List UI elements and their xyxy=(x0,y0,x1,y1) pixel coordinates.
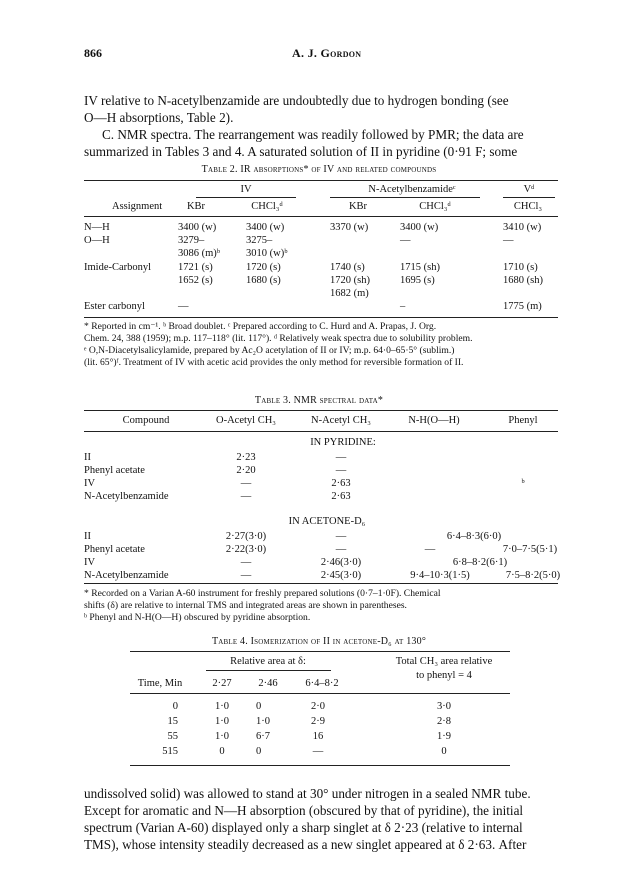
table3-cell: — xyxy=(335,452,347,463)
outro-paragraph xyxy=(84,785,554,853)
text-line: spectrum (Varian A-60) displayed only a sharp singlet at δ 2·23 (relative to internal xyxy=(84,820,523,835)
table2-group-header: IV xyxy=(240,184,252,195)
table2-cell: O—H xyxy=(84,235,110,246)
table2-cell: — xyxy=(178,301,189,312)
table2-cell: Ester carbonyl xyxy=(84,301,145,312)
table2-cell: 3279– xyxy=(178,235,205,246)
intro-paragraph xyxy=(84,92,554,160)
footnote-line: ᵉ O,N-Diacetylsalicylamide, prepared by Ac₂O acetylation of II or IV; m.p. 64·0–65·5° (sublim.) xyxy=(84,345,455,356)
table3-cell: N-Acetylbenzamide xyxy=(84,491,169,502)
table3-cell: — xyxy=(335,544,347,555)
table3-column-header: Compound xyxy=(122,415,170,426)
footnote-line: shifts (δ) are relative to internal TMS and integrated areas are shown in parentheses. xyxy=(84,600,407,611)
table2-cell: 1720 (sh) xyxy=(330,275,370,286)
table3-cell: 2·63 xyxy=(331,478,351,489)
table3-cell: — xyxy=(240,491,252,502)
table2-cell: 3400 (w) xyxy=(400,222,439,233)
table3-bottom-rule xyxy=(84,583,558,584)
table2-cell: 3275– xyxy=(246,235,273,246)
table2-group-header: Vᵈ xyxy=(523,184,535,195)
table2-cell: 1680 (s) xyxy=(246,275,281,286)
table4-cell: 0 xyxy=(256,746,262,757)
table2-column-header: KBr xyxy=(348,201,368,212)
table3-cell: — xyxy=(240,570,252,581)
text-line: TMS), whose intensity steadily decreased as a new singlet appeared at δ 2·63. After xyxy=(84,837,527,852)
table3-cell: II xyxy=(84,531,91,542)
table4-cell: 6·7 xyxy=(256,731,270,742)
table2-cell: 1720 (s) xyxy=(246,262,281,273)
table4-group-header: Relative area at δ: xyxy=(230,656,306,667)
table3-column-header: N-Acetyl CH₃ xyxy=(311,415,371,426)
table2-cell: N—H xyxy=(84,222,110,233)
table4-cell: — xyxy=(312,746,324,757)
text-line: IV relative to N-acetylbenzamide are undoubtedly due to hydrogen bonding (see xyxy=(84,93,509,108)
table4-cell: 1·9 xyxy=(437,731,451,742)
table3-header-rule xyxy=(84,431,558,432)
table3-caption: Table 3. NMR spectral data* xyxy=(254,395,384,406)
footnote-line: * Recorded on a Varian A-60 instrument for freshly prepared solutions (0·7–1·0F). Chemical xyxy=(84,588,441,599)
table3-cell: 2·63 xyxy=(331,491,351,502)
table4-column-header: 2·46 xyxy=(258,678,278,689)
table3-cell: — xyxy=(424,544,436,555)
table3-cell: II xyxy=(84,452,91,463)
table4-cell: 515 xyxy=(162,746,178,757)
table4-cell: 55 xyxy=(167,731,178,742)
table4-cell: 2·8 xyxy=(437,716,451,727)
table3-cell: ᵇ xyxy=(521,478,525,489)
table2-caption: Table 2. IR absorptions* of IV and related compounds xyxy=(201,164,437,175)
table4-cell: 0 xyxy=(172,701,178,712)
table2-column-header: Assignment xyxy=(112,201,163,212)
table3-cell: — xyxy=(240,557,252,568)
table2-cell: 3400 (w) xyxy=(246,222,285,233)
table2-cell: 1652 (s) xyxy=(178,275,213,286)
footnote-line: Chem. 24, 388 (1959); m.p. 117–118° (lit. 117°). ᵈ Relatively weak spectra due to solubility problem. xyxy=(84,333,473,344)
table4-cell: 1·0 xyxy=(215,716,229,727)
footnote-line: * Reported in cm⁻¹. ᵇ Broad doublet. ᶜ Prepared according to C. Hurd and A. Prapas, J. Org. xyxy=(84,321,437,332)
table4-cell: 1·0 xyxy=(215,731,229,742)
table3-cell: 2·46(3·0) xyxy=(320,557,362,568)
table4-total-header: to phenyl = 4 xyxy=(416,670,472,681)
table2-group-header: N-Acetylbenzamideᶜ xyxy=(368,184,456,195)
table4-cell: 0 xyxy=(256,701,262,712)
table2-cell: 1680 (sh) xyxy=(503,275,543,286)
table3-column-header: Phenyl xyxy=(508,415,538,426)
table3-column-header: N-H(O—H) xyxy=(408,415,460,426)
table2-cell: 1740 (s) xyxy=(330,262,365,273)
table2-footnotes xyxy=(84,321,558,369)
table2-header-rule xyxy=(84,216,558,217)
table2-cell: 1682 (m) xyxy=(330,288,369,299)
table2-column-header: CHCl₃ᵈ xyxy=(419,201,451,212)
table3-column-header: O-Acetyl CH₃ xyxy=(216,415,276,426)
table3-cell: 7·0–7·5(5·1) xyxy=(502,544,558,555)
table3-cell: — xyxy=(335,465,347,476)
table4-cell: 1·0 xyxy=(215,701,229,712)
table2-cell: 3010 (w)ᵇ xyxy=(246,248,288,259)
table2-bottom-rule xyxy=(84,317,558,318)
table3-cell: 6·8–8·2(6·1) xyxy=(452,557,508,568)
table3-cell: 2·45(3·0) xyxy=(320,570,362,581)
table4-cell: 16 xyxy=(312,731,324,742)
table2-cell: 1721 (s) xyxy=(178,262,213,273)
table4-bottom-rule xyxy=(130,765,510,766)
table4-cell: 0 xyxy=(219,746,225,757)
table4-cell: 2·0 xyxy=(311,701,325,712)
table2-cell: – xyxy=(400,301,406,312)
table3-cell: 6·4–8·3(6·0) xyxy=(446,531,502,542)
table4-cell: 1·0 xyxy=(256,716,270,727)
table4-cell: 2·9 xyxy=(311,716,325,727)
table2-v-rule xyxy=(503,197,555,198)
table3-section-pyridine: IN PYRIDINE: xyxy=(310,437,376,448)
table2-cell: 1695 (s) xyxy=(400,275,435,286)
table3-cell: IV xyxy=(84,557,96,568)
text-line: O—H absorptions, Table 2). xyxy=(84,110,234,125)
table3-cell: 2·20 xyxy=(236,465,256,476)
table2-iv-rule xyxy=(196,197,296,198)
table4-column-header: 2·27 xyxy=(212,678,232,689)
table4-total-header: Total CH₃ area relative xyxy=(395,656,493,667)
page-number: 866 xyxy=(84,46,102,60)
table3-cell: Phenyl acetate xyxy=(84,465,145,476)
text-line: C. NMR spectra. The rearrangement was readily followed by PMR; the data are xyxy=(102,127,524,142)
text-line: summarized in Tables 3 and 4. A saturated solution of II in pyridine (0·91 F; some xyxy=(84,144,518,159)
table2-cell: 3410 (w) xyxy=(503,222,542,233)
table4-column-header: Time, Min xyxy=(137,678,183,689)
table2-column-header: KBr xyxy=(186,201,206,212)
table3-cell: — xyxy=(240,478,252,489)
table2-cell: 3086 (m)ᵇ xyxy=(178,248,221,259)
table2-cell: — xyxy=(400,235,411,246)
table4-cell: 15 xyxy=(167,716,178,727)
table2-cell: 3400 (w) xyxy=(178,222,217,233)
table2-cell: 1715 (sh) xyxy=(400,262,440,273)
table2-cell: Imide-Carbonyl xyxy=(84,262,152,273)
table4-top-rule xyxy=(130,651,510,652)
table2-column-header: CHCl₃ xyxy=(513,201,543,212)
table3-cell: 2·22(3·0) xyxy=(225,544,267,555)
table2-cell: 1775 (m) xyxy=(503,301,542,312)
table4-cell: 0 xyxy=(441,746,447,757)
table2-nab-rule xyxy=(330,197,480,198)
table3-cell: 9·4–10·3(1·5) xyxy=(410,570,470,581)
table3-footnotes xyxy=(84,588,558,624)
table3-cell: 7·5–8·2(5·0) xyxy=(505,570,561,581)
table3-cell: Phenyl acetate xyxy=(84,544,145,555)
table3-top-rule xyxy=(84,410,558,411)
table4-column-header: 6·4–8·2 xyxy=(305,678,339,689)
table4-cell: 3·0 xyxy=(437,701,451,712)
table3-cell: N-Acetylbenzamide xyxy=(84,570,169,581)
table3-cell: 2·23 xyxy=(236,452,256,463)
table2-top-rule xyxy=(84,180,558,181)
running-header-author: A. J. Gordon xyxy=(292,46,362,60)
text-line: undissolved solid) was allowed to stand at 30° under nitrogen in a sealed NMR tube. xyxy=(84,786,531,801)
table2-cell: 3370 (w) xyxy=(330,222,369,233)
table2-cell: 1710 (s) xyxy=(503,262,538,273)
table3-cell: — xyxy=(335,531,347,542)
table3-section-acetone: IN ACETONE-D₆ xyxy=(288,516,366,527)
table4-header-rule xyxy=(130,693,510,694)
table4-caption: Table 4. Isomerization of II in acetone-D₆ at 130° xyxy=(211,636,427,647)
table4-group-rule xyxy=(206,670,331,671)
footnote-line: (lit. 65°)ᶠ. Treatment of IV with acetic acid provides the only method for reversible formation of II. xyxy=(84,357,464,368)
text-line: Except for aromatic and N—H absorption (obscured by that of pyridine), the initial xyxy=(84,803,524,818)
table2-column-header: CHCl₃ᵈ xyxy=(251,201,283,212)
table2-cell: — xyxy=(503,235,514,246)
footnote-line: ᵇ Phenyl and N-H(O—H) obscured by pyridine absorption. xyxy=(84,612,311,623)
table3-cell: 2·27(3·0) xyxy=(225,531,267,542)
table3-cell: IV xyxy=(84,478,96,489)
